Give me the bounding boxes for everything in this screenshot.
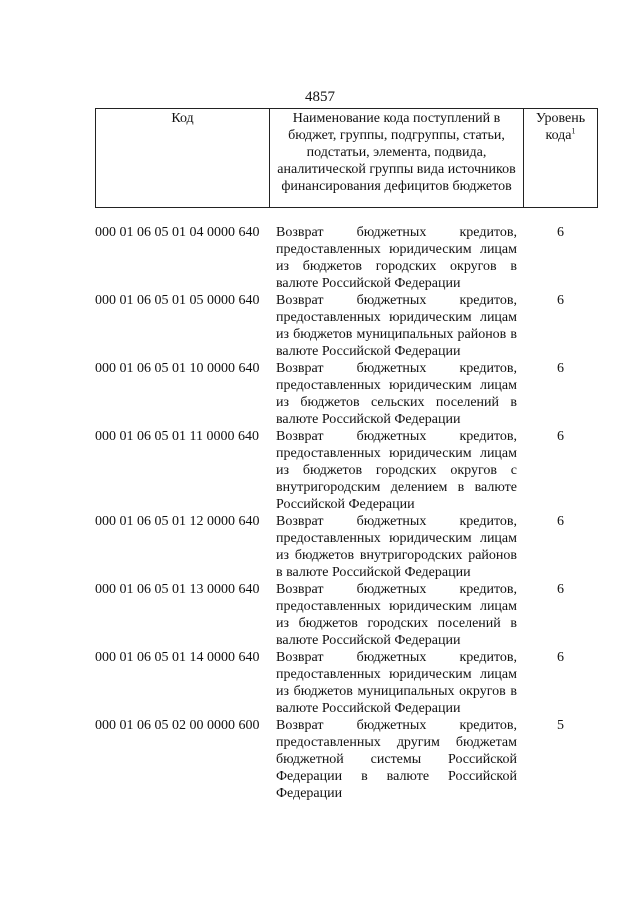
table-row bbox=[95, 717, 598, 802]
row-level: 6 bbox=[557, 429, 564, 444]
table-row bbox=[95, 513, 598, 581]
row-level: 6 bbox=[557, 514, 564, 529]
table-row bbox=[95, 224, 598, 292]
row-code: 000 01 06 05 01 05 0000 640 bbox=[95, 293, 260, 308]
table-header bbox=[95, 108, 598, 208]
row-level: 6 bbox=[557, 361, 564, 376]
table-row bbox=[95, 581, 598, 649]
row-code: 000 01 06 05 01 13 0000 640 bbox=[95, 582, 260, 597]
row-code: 000 01 06 05 01 11 0000 640 bbox=[95, 429, 259, 444]
row-level: 6 bbox=[557, 293, 564, 308]
row-code: 000 01 06 05 01 10 0000 640 bbox=[95, 361, 260, 376]
header-name: Наименование кода поступлений в бюджет, группы, подгруппы, статьи, подстатьи, элемента, подвида, аналитической группы вида источников финансирования дефицитов бюджетов bbox=[270, 109, 524, 207]
row-name: Возврат бюджетных кредитов, предоставленных юридическим лицам из бюджетов внутригородских районов в валюте Российской Федерации bbox=[276, 514, 517, 580]
row-code: 000 01 06 05 01 14 0000 640 bbox=[95, 650, 260, 665]
header-level-label: Уровень кода bbox=[535, 111, 586, 143]
row-name: Возврат бюджетных кредитов, предоставленных юридическим лицам из бюджетов сельских поселений в валюте Российской Федерации bbox=[276, 361, 517, 427]
row-code: 000 01 06 05 02 00 0000 600 bbox=[95, 718, 260, 733]
row-level: 5 bbox=[557, 718, 564, 733]
row-name: Возврат бюджетных кредитов, предоставленных юридическим лицам из бюджетов городских поселений в валюте Российской Федерации bbox=[276, 582, 517, 648]
header-level-footnote: 1 bbox=[571, 126, 576, 136]
row-code: 000 01 06 05 01 04 0000 640 bbox=[95, 225, 260, 240]
row-level: 6 bbox=[557, 650, 564, 665]
table-row bbox=[95, 428, 598, 513]
row-name: Возврат бюджетных кредитов, предоставленных юридическим лицам из бюджетов муниципальных районов в валюте Российской Федерации bbox=[276, 293, 517, 359]
row-name: Возврат бюджетных кредитов, предоставленных другим бюджетам бюджетной системы Российской Федерации в валюте Российской Федерации bbox=[276, 718, 517, 801]
row-name: Возврат бюджетных кредитов, предоставленных юридическим лицам из бюджетов городских округов с внутригородским делением в валюте Российской Федерации bbox=[276, 429, 517, 512]
row-name: Возврат бюджетных кредитов, предоставленных юридическим лицам из бюджетов городских округов в валюте Российской Федерации bbox=[276, 225, 517, 291]
table-body bbox=[95, 224, 598, 802]
row-level: 6 bbox=[557, 582, 564, 597]
row-level: 6 bbox=[557, 225, 564, 240]
row-code: 000 01 06 05 01 12 0000 640 bbox=[95, 514, 260, 529]
table-row bbox=[95, 292, 598, 360]
page-number: 4857 bbox=[305, 89, 335, 105]
header-level bbox=[524, 109, 597, 207]
table-row bbox=[95, 360, 598, 428]
table-row bbox=[95, 649, 598, 717]
header-code: Код bbox=[96, 109, 270, 207]
row-name: Возврат бюджетных кредитов, предоставленных юридическим лицам из бюджетов муниципальных округов в валюте Российской Федерации bbox=[276, 650, 517, 716]
